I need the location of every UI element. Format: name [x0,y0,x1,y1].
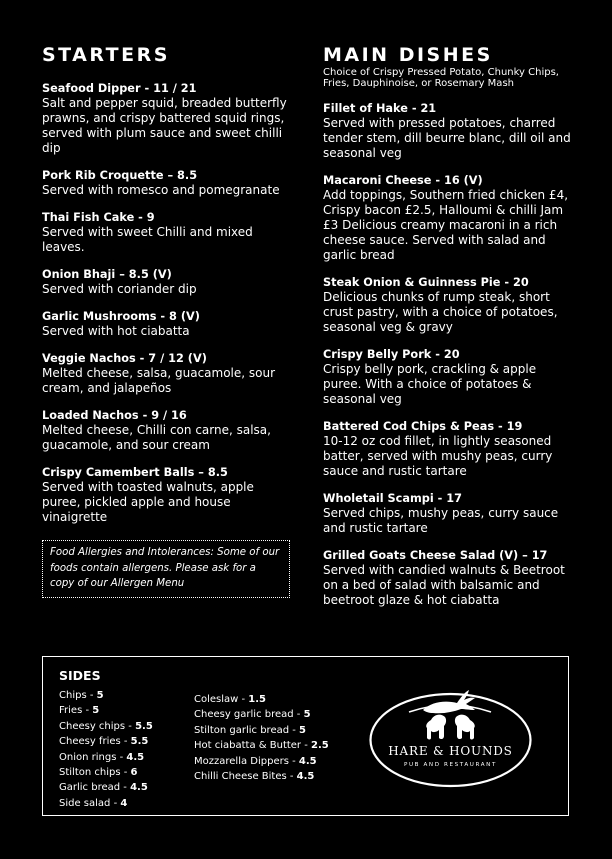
starter-item [42,466,292,525]
side-item [59,765,184,780]
starter-item-name: Thai Fish Cake - 9 [42,211,155,224]
side-item-name: Stilton chips - [59,767,131,779]
allergen-note: Food Allergies and Intolerances: Some of our foods contain allergens. Please ask for a copy of our Allergen Menu [42,540,290,598]
main-dish-item [323,276,575,335]
starter-item-description: Melted cheese, salsa, guacamole, sour cream, and jalapeños [42,366,276,395]
logo-tagline: PUB AND RESTAURANT [404,762,497,768]
side-item [194,707,334,722]
side-item-price: 4.5 [296,771,315,783]
side-item-price: 5 [96,690,104,701]
starters-title: STARTERS [42,44,170,66]
starter-item-description: Served with romesco and pomegranate [42,183,280,197]
side-item-name: Chips - [59,690,97,701]
starter-item [42,268,292,297]
main-dish-item-name: Grilled Goats Cheese Salad (V) – 17 [323,549,548,562]
main-dish-item-description: 10-12 oz cod fillet, in lightly seasoned batter, served with mushy peas, curry sauce and rustic tartare [323,434,553,478]
starter-item-name: Pork Rib Croquette – 8.5 [42,169,198,182]
main-dish-item-description: Delicious chunks of rump steak, short crust pastry, with a choice of potatoes, seasonal veg & gravy [323,290,558,334]
main-dish-item-name: Macaroni Cheese - 16 (V) [323,174,483,187]
side-item [59,796,184,811]
starter-item-name: Veggie Nachos - 7 / 12 (V) [42,352,207,365]
main-dish-item [323,549,575,608]
side-item-name: Cheesy garlic bread - [194,709,304,721]
starter-item-name: Crispy Camembert Balls – 8.5 [42,466,228,479]
starters-section [42,44,292,598]
starter-item-description: Served with toasted walnuts, apple puree, pickled apple and house vinaigrette [42,480,254,524]
starter-item-name: Seafood Dipper - 11 / 21 [42,82,197,95]
main-dish-item [323,420,575,479]
side-item-price: 1.5 [248,694,267,705]
side-item [59,719,184,734]
starter-item-description: Melted cheese, Chilli con carne, salsa, guacamole, and sour cream [42,423,271,452]
side-item [194,738,334,753]
main-dish-item-description: Crispy belly pork, crackling & apple puree. With a choice of potatoes & seasonal veg [323,362,537,406]
side-item-price: 5 [92,705,100,717]
side-item-name: Cheesy fries - [59,736,131,748]
main-dishes-section [323,44,575,608]
main-dishes-subtitle: Choice of Crispy Pressed Potato, Chunky Chips, Fries, Dauphinoise, or Rosemary Mash [323,67,559,89]
side-item-name: Fries - [59,705,93,717]
sides-title: SIDES [59,668,101,683]
side-item [194,769,334,784]
side-item-price: 4 [120,797,128,809]
side-item-name: Coleslaw - [194,694,249,705]
side-item-price: 4.5 [130,782,148,794]
main-dish-item-name: Crispy Belly Pork - 20 [323,348,460,361]
starter-item [42,169,292,198]
starter-item-description: Served with coriander dip [42,282,197,296]
main-dish-item-name: Wholetail Scampi - 17 [323,492,462,505]
side-item-name: Chilli Cheese Bites - [194,771,297,783]
side-item [59,750,184,765]
starter-item-name: Onion Bhaji – 8.5 (V) [42,268,172,281]
side-item-price: 2.5 [311,740,329,752]
main-dish-item [323,174,575,263]
side-item-price: 5.5 [135,720,153,732]
side-item [59,780,184,795]
starter-item-name: Garlic Mushrooms - 8 (V) [42,310,200,323]
main-dish-item-name: Fillet of Hake - 21 [323,102,437,115]
starter-item [42,82,292,156]
side-item [194,723,334,738]
side-item-name: Hot ciabatta & Butter - [194,740,312,752]
side-item-name: Mozzarella Dippers - [194,755,299,767]
side-item [59,703,184,718]
main-dishes-title: MAIN DISHES [323,44,493,66]
sides-list-col2 [194,692,334,784]
main-dish-item-description: Served with pressed potatoes, charred tender stem, dill beurre blanc, dill oil and seasonal veg [323,116,571,160]
hound-left-icon [426,715,446,740]
side-item-name: Stilton garlic bread - [194,724,300,736]
starter-item-description: Served with sweet Chilli and mixed leaves. [42,225,253,254]
side-item-price: 5.5 [130,736,149,748]
starter-item [42,211,292,255]
sides-box [42,656,569,816]
side-item-name: Onion rings - [59,751,127,763]
side-item [194,754,334,769]
side-item-name: Cheesy chips - [59,720,136,732]
side-item-price: 5 [299,724,307,736]
side-item-name: Side salad - [59,797,121,809]
sides-list-col1 [59,688,184,811]
main-dish-item-name: Steak Onion & Guinness Pie - 20 [323,276,529,289]
starter-item-description: Served with hot ciabatta [42,324,190,338]
side-item-price: 5 [303,709,311,721]
starter-item-name: Loaded Nachos - 9 / 16 [42,409,187,422]
logo-name: HARE & HOUNDS [388,744,513,758]
hare-and-hounds-logo [369,688,532,788]
main-dish-item-description: Served chips, mushy peas, curry sauce and rustic tartare [323,506,559,535]
main-dish-item [323,492,575,536]
main-dish-item-name: Battered Cod Chips & Peas - 19 [323,420,523,433]
main-dish-item [323,348,575,407]
hound-right-icon [455,715,475,740]
side-item-name: Garlic bread - [59,782,131,794]
hare-and-hounds-logo-icon [369,688,532,788]
starter-item [42,409,292,453]
side-item-price: 4.5 [298,755,317,767]
starter-item [42,352,292,396]
side-item [194,692,334,707]
side-item [59,734,184,749]
starter-item [42,310,292,339]
main-dish-item-description: Add toppings, Southern fried chicken £4, Crispy bacon £2.5, Halloumi & chilli Jam £3 Delicious creamy macaroni in a rich cheese sauce. Served with salad and garlic bread [323,188,569,262]
side-item-price: 4.5 [126,751,145,763]
main-dish-item [323,102,575,161]
side-item [59,688,184,703]
main-dish-item-description: Served with candied walnuts & Beetroot on a bed of salad with balsamic and beetroot glaze & hot ciabatta [323,563,565,607]
starter-item-description: Salt and pepper squid, breaded butterfly prawns, and crispy battered squid rings, served with plum sauce and sweet chilli dip [42,96,287,155]
side-item-price: 6 [130,767,138,779]
